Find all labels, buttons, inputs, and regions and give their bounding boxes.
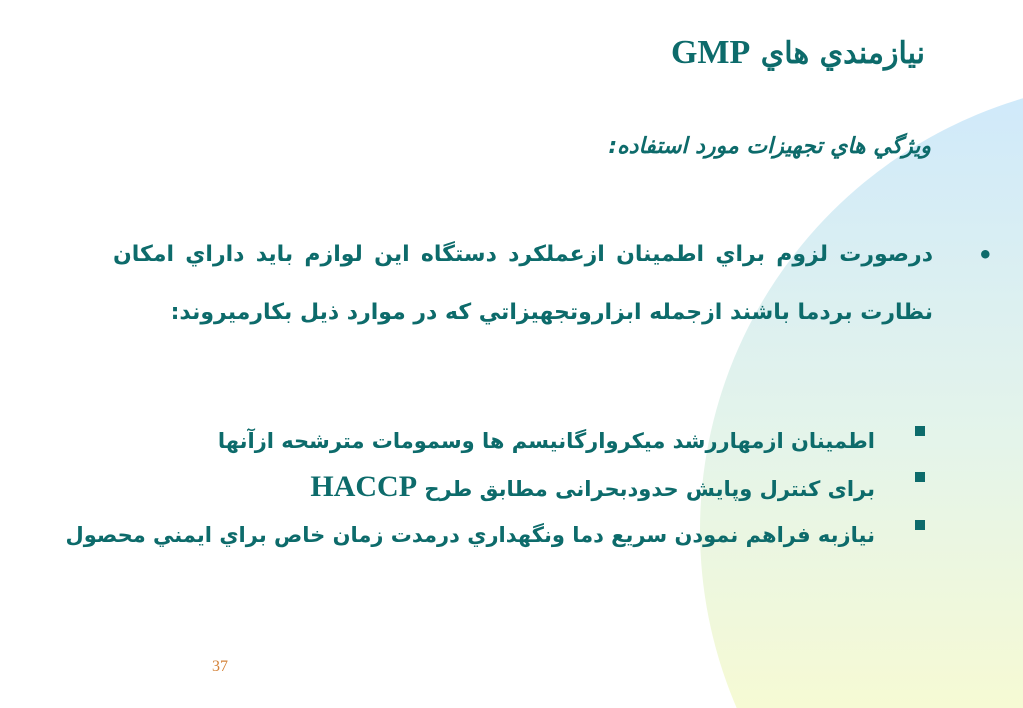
square-bullet-icon <box>915 426 925 436</box>
sub-bullet-list <box>30 418 875 558</box>
square-bullet-icon <box>915 472 925 482</box>
title-gmp: GMP <box>670 34 751 71</box>
sub-item-3 <box>30 512 875 558</box>
main-line-1: درصورت لزوم براي اطمينان ازعملكرد دستگاه اين لوازم بايد <box>255 242 933 267</box>
bullet-dot-icon: • <box>977 241 993 269</box>
main-line-3: موارد ذيل بكارميروند: <box>170 300 406 325</box>
slide-subtitle: ويژگي هاي تجهيزات مورد استفاده: <box>608 134 931 159</box>
sub-item-1-text: اطمينان ازمهاررشد ميكروارگانيسم ها وسمومات مترشحه ازآنها <box>217 429 875 453</box>
sub-item-1 <box>30 418 875 464</box>
page-number: 37 <box>212 658 228 675</box>
sub-item-2 <box>30 464 875 512</box>
main-line-2: داراي امكان نظارت بردما باشند ازجمله ابزاروتجهيزاتي كه در <box>113 242 933 325</box>
main-bullet-item <box>113 226 993 342</box>
haccp-label: HACCP <box>310 470 418 503</box>
title-persian: نيازمندي هاي <box>760 36 925 71</box>
sub-item-3-text: نيازبه فراهم نمودن سريع دما ونگهداري درمدت زمان خاص براي <box>219 523 875 547</box>
main-bullet-list <box>113 226 993 342</box>
square-bullet-icon <box>915 520 925 530</box>
slide-title <box>671 34 925 72</box>
sub-item-2-text: برای کنترل وپايش حدودبحرانی مطابق طرح <box>424 477 875 501</box>
sub-item-3-line2: ايمني محصول <box>65 523 212 547</box>
